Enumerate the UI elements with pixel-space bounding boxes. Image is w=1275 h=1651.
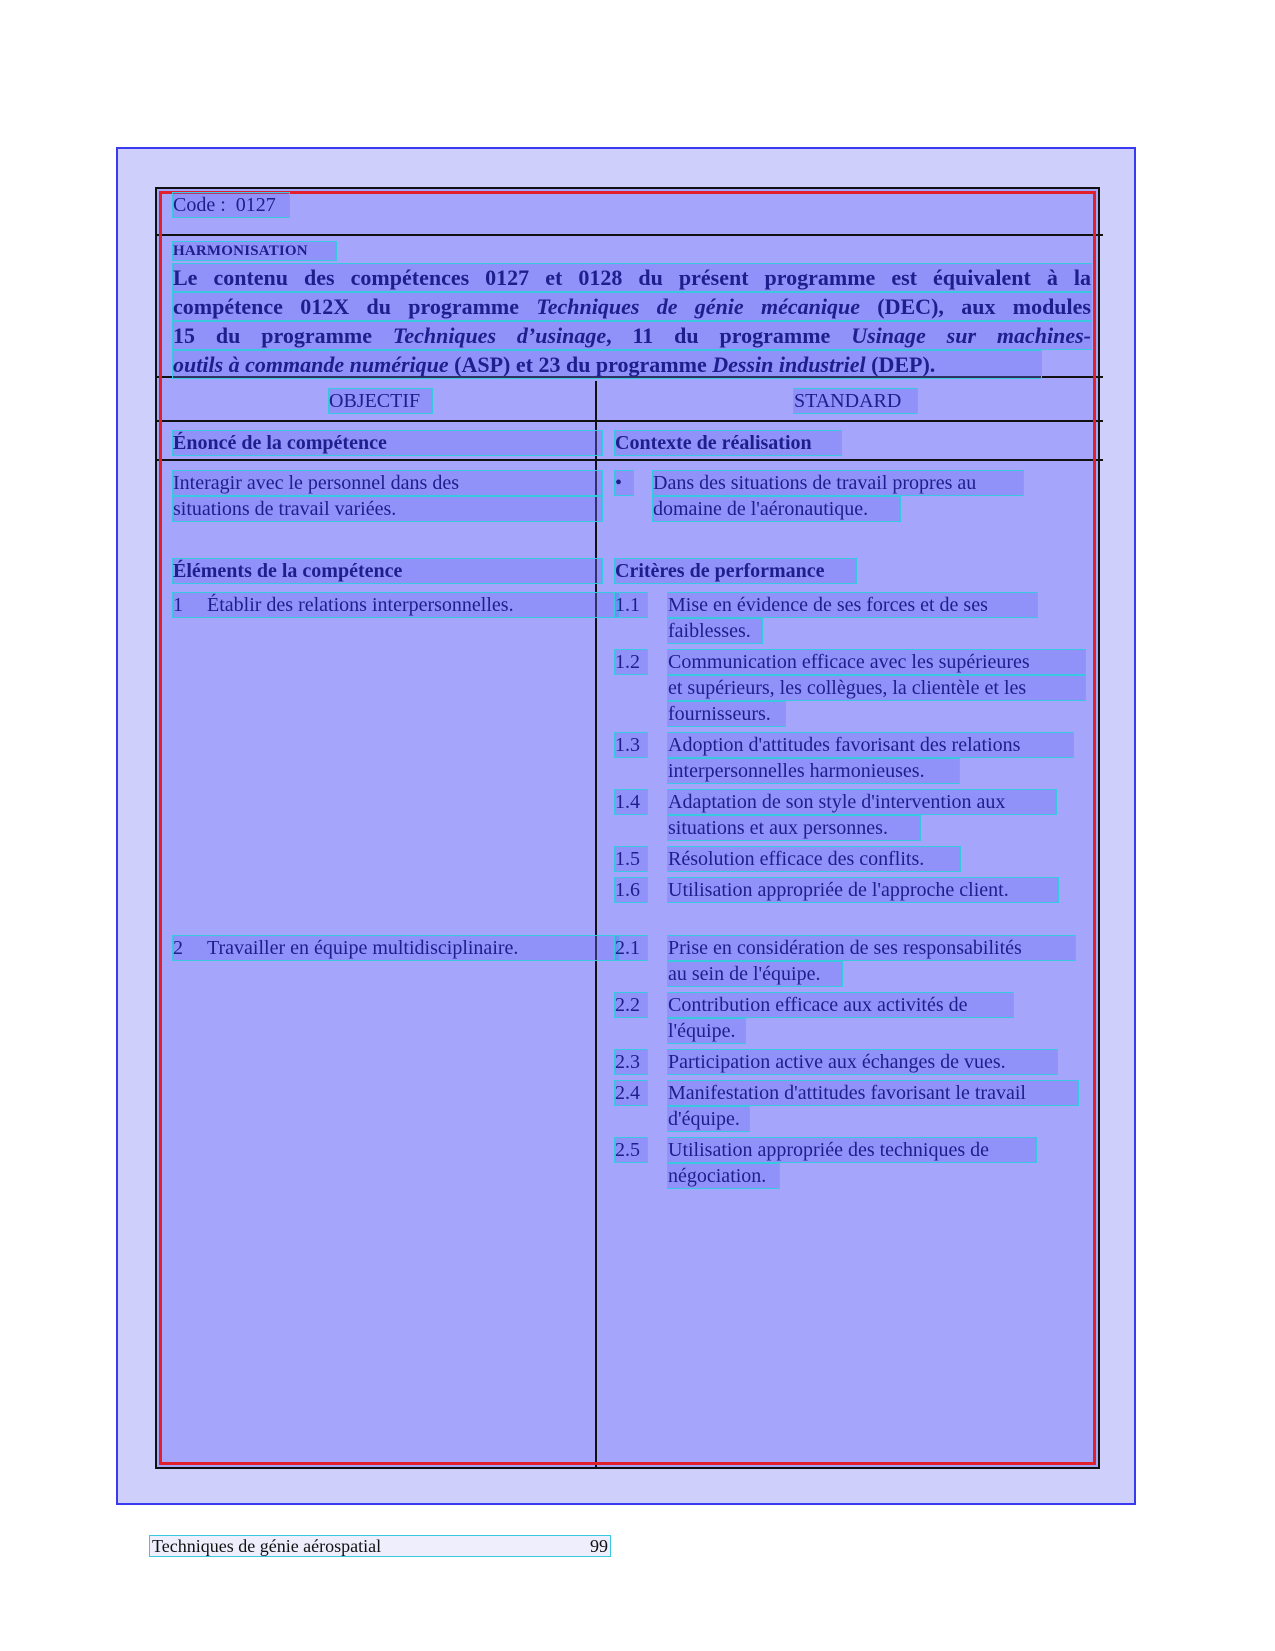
- enonce-line-1: Interagir avec le personnel dans des: [173, 471, 602, 495]
- element-2-text: Travailler en équipe multidisciplinaire.: [207, 937, 519, 959]
- element-2-number: 2: [173, 937, 183, 959]
- objectif-header: OBJECTIF: [329, 389, 432, 413]
- contexte-heading: Contexte de réalisation: [615, 431, 841, 455]
- code-label: Code :: [173, 194, 226, 216]
- criterion-line: Résolution efficace des conflits.: [668, 847, 960, 871]
- element-1-number: 1: [173, 594, 183, 616]
- criterion-line: Adoption d'attitudes favorisant des relations: [668, 733, 1073, 757]
- criterion-line: négociation.: [668, 1164, 779, 1188]
- criterion-number: 2.4: [615, 1081, 647, 1105]
- criterion-number: 1.6: [615, 878, 647, 902]
- criterion-line: Utilisation appropriée de l'approche client.: [668, 878, 1058, 902]
- harmonisation-line-3: 15 du programme Techniques d’usinage, 11 du programme Usinage sur machines-: [173, 323, 1091, 348]
- elements-heading: Éléments de la compétence: [173, 559, 602, 583]
- harmonisation-line-4: outils à commande numérique (ASP) et 23 du programme Dessin industriel (DEP).: [173, 351, 1041, 378]
- criterion-number: 2.2: [615, 993, 647, 1017]
- element-1-text: Établir des relations interpersonnelles.: [207, 594, 514, 616]
- divider-after-headers: [157, 420, 1103, 422]
- criterion-number: 1.5: [615, 847, 647, 871]
- criterion-line: situations et aux personnes.: [668, 816, 920, 840]
- contexte-line-1: Dans des situations de travail propres au: [653, 471, 1023, 495]
- enonce-heading: Énoncé de la compétence: [173, 431, 602, 455]
- footer-page-number: 99: [590, 1536, 608, 1556]
- criterion-number: 2.3: [615, 1050, 647, 1074]
- criterion-line: Utilisation appropriée des techniques de: [668, 1138, 1036, 1162]
- element-1: [173, 593, 618, 617]
- criterion-number: 1.2: [615, 650, 647, 674]
- criterion-line: Communication efficace avec les supérieures: [668, 650, 1085, 674]
- enonce-line-2: situations de travail variées.: [173, 497, 602, 521]
- harmonisation-line-1: Le contenu des compétences 0127 et 0128 du présent programme est équivalent à la: [173, 265, 1091, 290]
- criterion-line: et supérieurs, les collègues, la clientèle et les: [668, 676, 1085, 700]
- contexte-line-2: domaine de l'aéronautique.: [653, 497, 900, 521]
- criterion-number: 2.5: [615, 1138, 647, 1162]
- criterion-line: Manifestation d'attitudes favorisant le travail: [668, 1081, 1078, 1105]
- divider-after-code: [157, 234, 1103, 236]
- criterion-line: faiblesses.: [668, 619, 762, 643]
- contexte-bullet: •: [615, 471, 633, 495]
- page-footer: [150, 1536, 610, 1556]
- competency-table: [155, 187, 1100, 1469]
- criterion-line: interpersonnelles harmonieuses.: [668, 759, 959, 783]
- criterion-number: 1.1: [615, 593, 647, 617]
- criterion-number: 1.3: [615, 733, 647, 757]
- criterion-line: fournisseurs.: [668, 702, 785, 726]
- criterion-line: au sein de l'équipe.: [668, 962, 842, 986]
- footer-program: Techniques de génie aérospatial: [152, 1536, 382, 1556]
- criterion-line: l'équipe.: [668, 1019, 745, 1043]
- divider-after-headings: [157, 459, 1103, 461]
- standard-header: STANDARD: [794, 389, 917, 413]
- criterion-line: Participation active aux échanges de vues.: [668, 1050, 1057, 1074]
- harmonisation-line-2: compétence 012X du programme Techniques de génie mécanique (DEC), aux modules: [173, 294, 1091, 319]
- code-value: 0127: [235, 194, 276, 216]
- column-divider: [595, 381, 597, 1467]
- criterion-number: 1.4: [615, 790, 647, 814]
- criteres-heading: Critères de performance: [615, 559, 856, 583]
- criterion-line: Contribution efficace aux activités de: [668, 993, 1013, 1017]
- criterion-number: 2.1: [615, 936, 647, 960]
- element-2: [173, 936, 618, 960]
- criterion-line: Adaptation de son style d'intervention aux: [668, 790, 1056, 814]
- criterion-line: Prise en considération de ses responsabilités: [668, 936, 1075, 960]
- criterion-line: d'équipe.: [668, 1107, 749, 1131]
- harmonisation-title: HARMONISATION: [173, 242, 336, 260]
- code-line: [173, 193, 289, 217]
- criterion-line: Mise en évidence de ses forces et de ses: [668, 593, 1037, 617]
